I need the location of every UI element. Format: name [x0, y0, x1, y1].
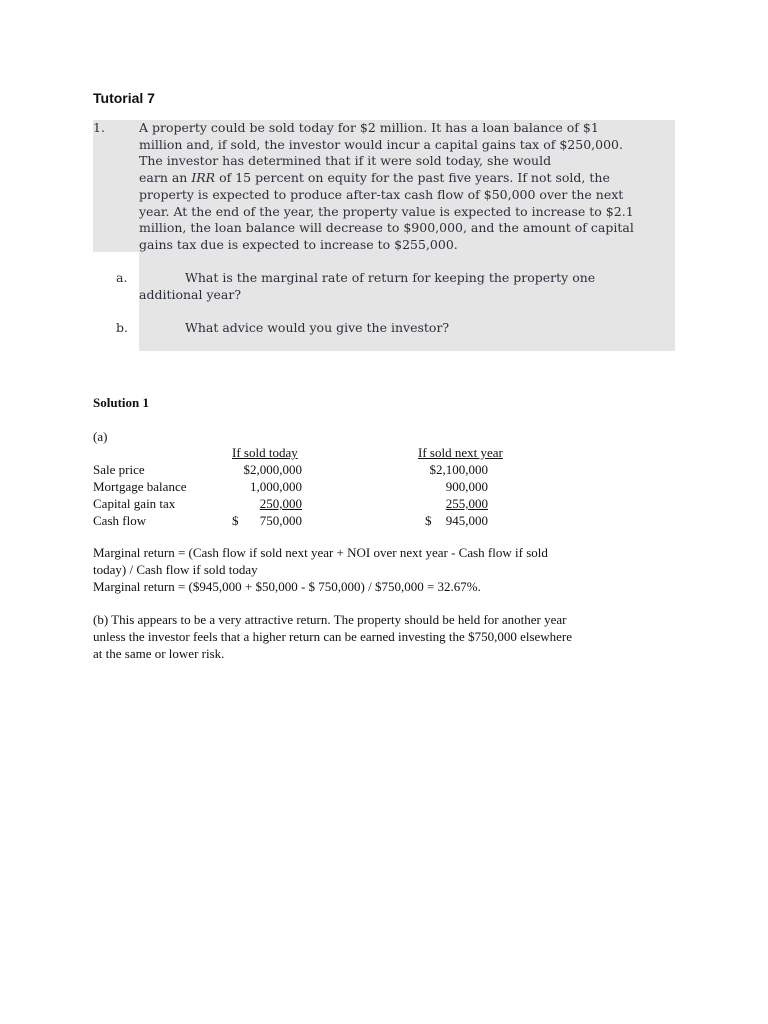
question-line: million, the loan balance will decrease to $900,000, and the amount of capital: [139, 220, 634, 236]
part-b-question: What advice would you give the investor?: [185, 320, 450, 335]
cell-today-dollar: $: [232, 513, 239, 528]
column-header-next-year: If sold next year: [418, 445, 503, 460]
text-line: at the same or lower risk.: [93, 645, 225, 661]
solution-title: Solution 1: [93, 395, 149, 410]
part-b-label: b.: [116, 320, 128, 335]
solution-part-a-label: (a): [93, 429, 108, 444]
row-label: Capital gain tax: [93, 496, 176, 511]
cell-today-value: 250,000: [259, 496, 302, 511]
question-line: The investor has determined that if it were sold today, she would: [139, 153, 552, 169]
question-line: year. At the end of the year, the property value is expected to increase to $2.1: [139, 203, 634, 219]
cell-next-year: 900,000: [445, 479, 488, 494]
question-body: [139, 120, 679, 254]
cell-next-year-value: 255,000: [445, 496, 488, 511]
cell-today: $2,000,000: [243, 462, 302, 477]
cell-today: 1,000,000: [250, 479, 302, 494]
row-label: Cash flow: [93, 513, 147, 528]
question-line: property is expected to produce after-tax cash flow of $50,000 over the next: [139, 186, 624, 202]
cell-next-year-dollar: $: [425, 513, 432, 528]
text-line: Marginal return = (Cash flow if sold next year + NOI over next year - Cash flow if sold: [93, 545, 548, 560]
part-b-answer-paragraph: [93, 612, 673, 662]
question-line: million and, if sold, the investor would incur a capital gains tax of $250,000.: [139, 136, 623, 152]
question-line-irr: [139, 170, 679, 187]
irr-term: IRR: [191, 170, 216, 186]
document-title: Tutorial 7: [93, 90, 155, 106]
column-header-today: If sold today: [232, 445, 298, 460]
cell-next-year: $2,100,000: [429, 462, 488, 477]
cell-today: [232, 496, 302, 513]
question-line: A property could be sold today for $2 million. It has a loan balance of $1: [139, 120, 599, 135]
text-line: today) / Cash flow if sold today: [93, 561, 258, 577]
marginal-return-paragraph: [93, 545, 673, 595]
cell-next-year: 945,000: [445, 513, 488, 528]
row-label: Sale price: [93, 462, 145, 477]
question-line: gains tax due is expected to increase to $255,000.: [139, 236, 458, 252]
question-line-irr-pre: earn an: [139, 170, 192, 186]
part-a-question: [139, 270, 669, 303]
text-line: (b) This appears to be a very attractive return. The property should be held for another year: [93, 612, 567, 627]
part-a-line: What is the marginal rate of return for keeping the property one: [185, 270, 596, 285]
question-number: 1.: [93, 120, 105, 135]
text-line: unless the investor feels that a higher return can be earned investing the $750,000 elsewhere: [93, 628, 573, 644]
question-line-irr-post: of 15 percent on equity for the past five years. If not sold, the: [215, 170, 610, 186]
part-a-label: a.: [116, 270, 128, 285]
cell-today: 750,000: [259, 513, 302, 528]
cell-next-year: [418, 496, 488, 513]
text-line: Marginal return = ($945,000 + $50,000 - $ 750,000) / $750,000 = 32.67%.: [93, 578, 481, 594]
row-label: Mortgage balance: [93, 479, 187, 494]
part-a-line: additional year?: [139, 286, 242, 302]
